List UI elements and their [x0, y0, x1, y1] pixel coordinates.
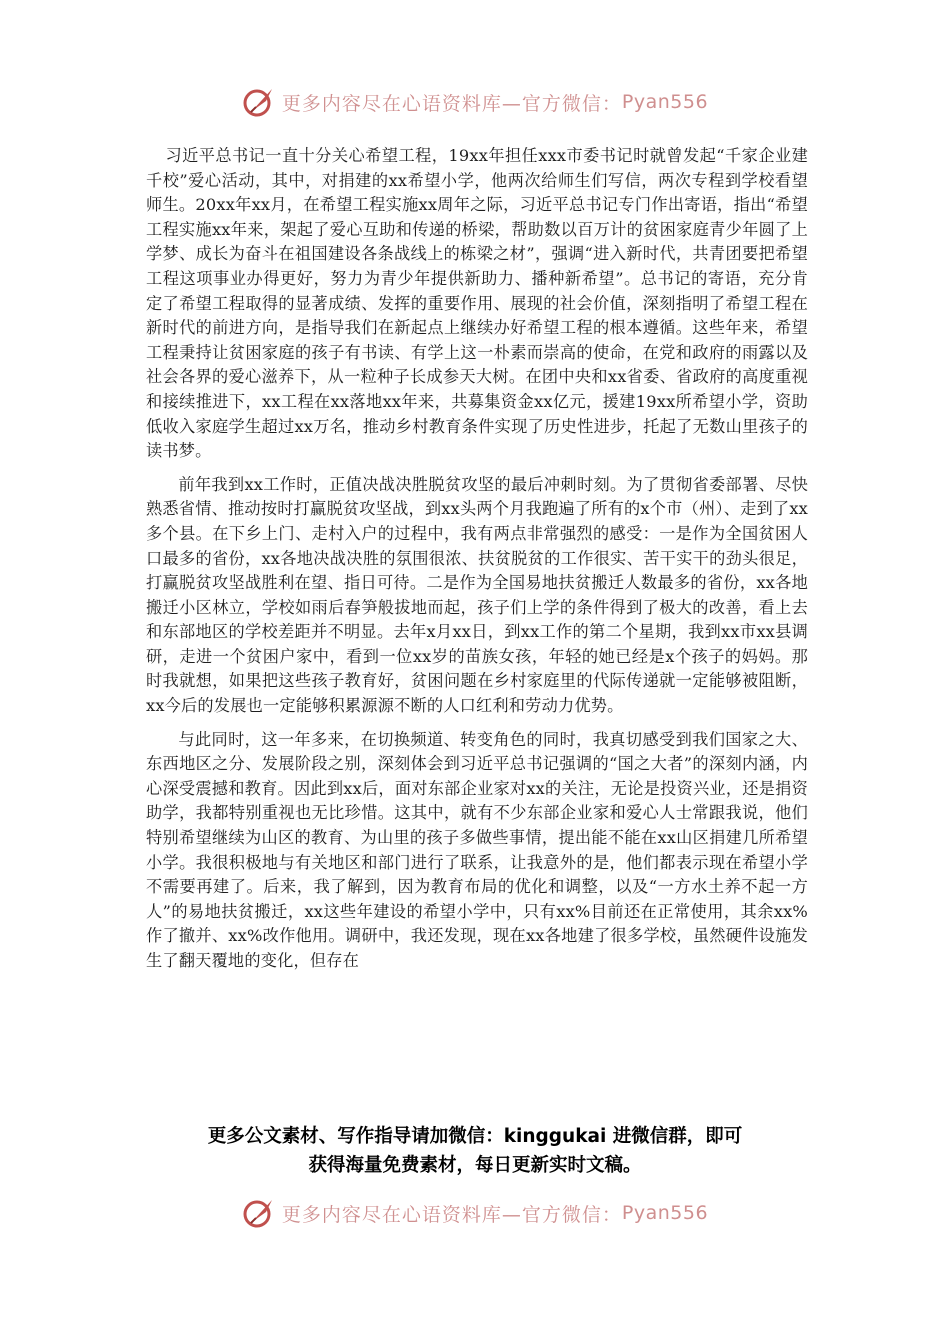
article-body	[146, 144, 808, 983]
watermark-wechat-id: Pyan556	[621, 1202, 709, 1224]
paragraph: 前年我到xx工作时，正值决战决胜脱贫攻坚的最后冲刺时刻。为了贯彻省委部署、尽快熟悉省情、推动按时打赢脱贫攻坚战，到xx头两个月我跑遍了所有的x个市（州）、走到了xx多个县。在下乡上门、走村入户的过程中，我有两点非常强烈的感受：一是作为全国贫困人口最多的省份，xx各地决战决胜的氛围很浓、扶贫脱贫的工作很实、苦干实干的劲头很足，打赢脱贫攻坚战胜利在望、指日可待。二是作为全国易地扶贫搬迁人数最多的省份，xx各地搬迁小区林立，学校如雨后春笋般拔地而起，孩子们上学的条件得到了极大的改善，看上去和东部地区的学校差距并不明显。去年x月xx日，到xx工作的第二个星期，我到xx市xx县调研，走进一个贫困户家中，看到一位xx岁的苗族女孩，年轻的她已经是x个孩子的妈妈。那时我就想，如果把这些孩子教育好，贫困问题在乡村家庭里的代际传递就一定能够被阻断，xx今后的发展也一定能够积累源源不断的人口红利和劳动力优势。	[146, 474, 808, 716]
paragraph: 习近平总书记一直十分关心希望工程，19xx年担任xxx市委书记时就曾发起“千家企业建千校”爱心活动，其中，对捐建的xx希望小学，他两次给师生们写信，两次专程到学校看望师生。20xx年xx月，在希望工程实施xx周年之际，习近平总书记专门作出寄语，指出“希望工程实施xx年来，架起了爱心互助和传递的桥梁，帮助数以百万计的贫困家庭青少年圆了上学梦、成长为奋斗在祖国建设各条战线上的栋梁之材”，强调“进入新时代，共青团要把希望工程这项事业办得更好，努力为青少年提供新助力、播种新希望”。总书记的寄语，充分肯定了希望工程取得的显著成绩、发挥的重要作用、展现的社会价值，深刻指明了希望工程在新时代的前进方向，是指导我们在新起点上继续办好希望工程的根本遵循。这些年来，希望工程秉持让贫困家庭的孩子有书读、有学上这一朴素而崇高的使命，在党和政府的雨露以及社会各界的爱心滋养下，从一粒种子长成参天大树。在团中央和xx省委、省政府的高度重视和接续推进下，xx工程在xx落地xx年来，共募集资金xx亿元，援建19xx所希望小学，资助低收入家庭学生超过xx万名，推动乡村教育条件实现了历史性进步，托起了无数山里孩子的读书梦。	[146, 146, 808, 461]
promo-line-2: 获得海量免费素材，每日更新实时文稿。	[308, 1155, 642, 1176]
promo-line-1: 更多公文素材、写作指导请加微信：kinggukai 进微信群，即可	[207, 1126, 743, 1147]
promo-banner	[0, 1122, 950, 1180]
quill-logo-icon	[242, 1196, 276, 1230]
watermark-footer	[0, 1193, 950, 1233]
quill-logo-icon	[242, 85, 276, 119]
watermark-text: 更多内容尽在心语资料库—官方微信：	[281, 1203, 622, 1226]
watermark-wechat-id: Pyan556	[621, 91, 709, 113]
watermark-header	[0, 82, 950, 122]
watermark-text: 更多内容尽在心语资料库—官方微信：	[281, 92, 622, 115]
paragraph: 与此同时，这一年多来，在切换频道、转变角色的同时，我真切感受到我们国家之大、东西地区之分、发展阶段之别，深刻体会到习近平总书记强调的“国之大者”的深刻内涵，内心深受震撼和教育。因此到xx后，面对东部企业家对xx的关注，无论是投资兴业，还是捐资助学，我都特别重视也无比珍惜。这其中，就有不少东部企业家和爱心人士常跟我说，他们特别希望继续为山区的教育、为山里的孩子多做些事情，提出能不能在xx山区捐建几所希望小学。我很积极地与有关地区和部门进行了联系，让我意外的是，他们都表示现在希望小学不需要再建了。后来，我了解到，因为教育布局的优化和调整，以及“一方水土养不起一方人”的易地扶贫搬迁，xx这些年建设的希望小学中，只有xx%目前还在正常使用，其余xx%作了撤并、xx%改作他用。调研中，我还发现，现在xx各地建了很多学校，虽然硬件设施发生了翻天覆地的变化，但存在	[146, 729, 808, 970]
